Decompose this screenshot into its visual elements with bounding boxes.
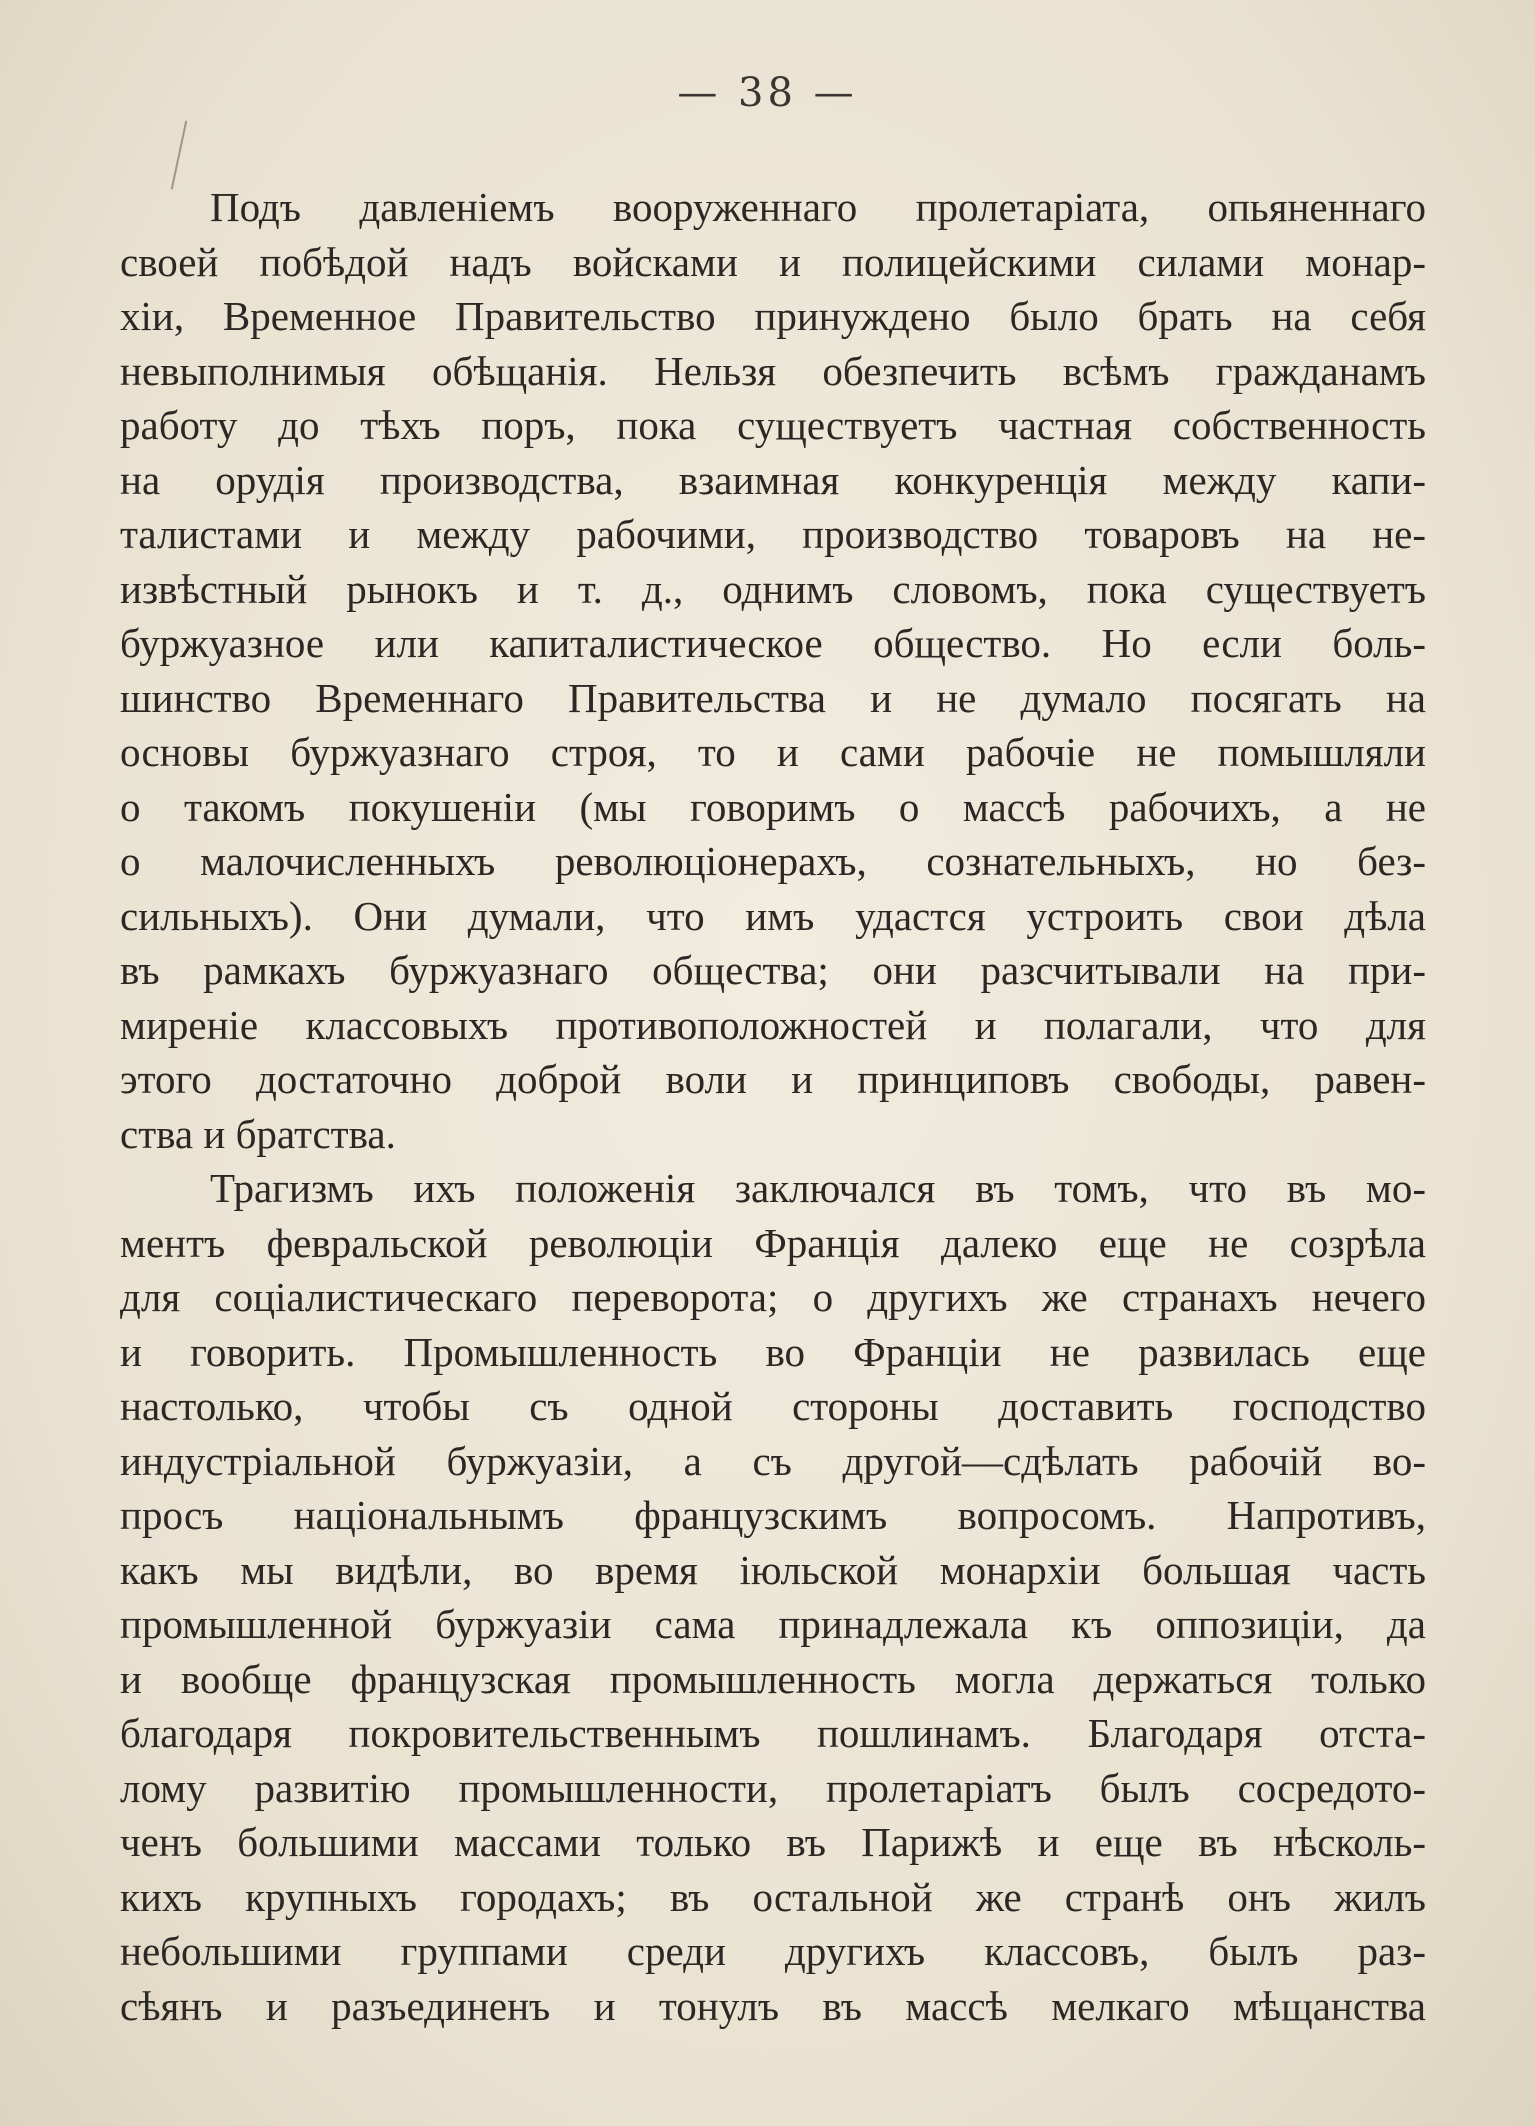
text-line: о такомъ покушеніи (мы говоримъ о массѣ рабочихъ, а не (120, 783, 1426, 830)
text-line: невыполнимыя обѣщанія. Нельзя обезпечить всѣмъ гражданамъ (120, 347, 1426, 394)
text-line: сѣянъ и разъединенъ и тонулъ въ массѣ мелкаго мѣщанства (120, 1982, 1426, 2029)
text-line: извѣстный рынокъ и т. д., однимъ словомъ, пока существуетъ (120, 565, 1426, 612)
text-line: и говорить. Промышленность во Франціи не развилась еще (120, 1328, 1426, 1375)
text-line: работу до тѣхъ поръ, пока существуетъ частная собственность (120, 402, 1426, 448)
text-line: индустріальной буржуазіи, а съ другой—сдѣлать рабочій во- (120, 1437, 1426, 1484)
text-line: небольшими группами среди другихъ классовъ, былъ раз- (120, 1928, 1426, 1974)
text-line: о малочисленныхъ революціонерахъ, сознательныхъ, но без- (120, 838, 1426, 884)
text-line: благодаря покровительственнымъ пошлинамъ. Благодаря отста- (120, 1710, 1426, 1756)
text-line: ментъ февральской революціи Франція далеко еще не созрѣла (120, 1219, 1426, 1266)
text-line: Трагизмъ ихъ положенія заключался въ томъ, что въ мо- (210, 1165, 1426, 1211)
text-line: ченъ большими массами только въ Парижѣ и еще въ нѣсколь- (120, 1819, 1426, 1865)
text-line: для соціалистическаго переворота; о другихъ же странахъ нечего (120, 1274, 1426, 1320)
text-line: на орудія производства, взаимная конкуренція между капи- (120, 456, 1426, 503)
text-line: настолько, чтобы съ одной стороны доставить господство (120, 1383, 1426, 1429)
text-line: лому развитію промышленности, пролетаріатъ былъ сосредото- (120, 1764, 1426, 1811)
text-line: въ рамкахъ буржуазнаго общества; они разсчитывали на при- (120, 947, 1426, 993)
text-line: промышленной буржуазіи сама принадлежала къ оппозиціи, да (120, 1601, 1426, 1647)
text-line: этого достаточно доброй воли и принциповъ свободы, равен- (120, 1056, 1426, 1102)
text-line: буржуазное или капиталистическое общество. Но если боль- (120, 620, 1426, 666)
text-line: просъ національнымъ французскимъ вопросомъ. Напротивъ, (120, 1492, 1426, 1538)
text-line: основы буржуазнаго строя, то и сами рабочіе не помышляли (120, 729, 1426, 775)
text-line: хіи, Временное Правительство принуждено было брать на себя (120, 293, 1426, 339)
body-text (120, 180, 1426, 2033)
paragraph (120, 180, 1426, 1161)
text-line: миреніе классовыхъ противоположностей и полагали, что для (120, 1001, 1426, 1048)
text-line: и вообще французская промышленность могла держаться только (120, 1655, 1426, 1702)
text-line: своей побѣдой надъ войсками и полицейскими силами монар- (120, 238, 1426, 285)
text-line: какъ мы видѣли, во время іюльской монархіи большая часть (120, 1546, 1426, 1593)
text-line: сильныхъ). Они думали, что имъ удастся устроить свои дѣла (120, 892, 1426, 939)
text-line: ства и братства. (120, 1110, 396, 1157)
text-line: шинство Временнаго Правительства и не думало посягать на (120, 674, 1426, 721)
paragraph (120, 1161, 1426, 2033)
text-line: талистами и между рабочими, производство товаровъ на не- (120, 511, 1426, 557)
text-line: Подъ давленіемъ вооруженнаго пролетаріата, опьяненнаго (210, 184, 1426, 230)
page-number: — 38 — (677, 70, 858, 116)
text-line: кихъ крупныхъ городахъ; въ остальной же странѣ онъ жилъ (120, 1873, 1426, 1920)
